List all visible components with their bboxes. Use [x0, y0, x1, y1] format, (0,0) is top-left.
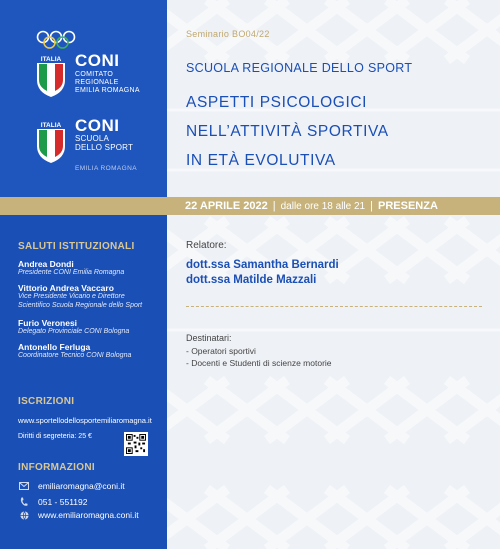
event-details: [167, 197, 500, 215]
person-name: Antonello Ferluga: [18, 342, 91, 352]
title-line: ASPETTI PSICOLOGICI: [186, 94, 368, 111]
audience-item: - Docenti e Studenti di scienze motorie: [186, 358, 332, 368]
title-line: NELL’ATTIVITÀ SPORTIVA: [186, 123, 389, 140]
speaker-name: dott.ssa Matilde Mazzali: [186, 274, 317, 286]
email-text: emiliaromagna@coni.it: [38, 481, 125, 491]
audience-item: - Operatori sportivi: [186, 346, 256, 356]
coni-wordmark: CONI: [75, 116, 120, 135]
mail-icon: [18, 480, 30, 492]
separator: |: [370, 200, 373, 212]
olympic-rings-icon: [36, 30, 76, 50]
registration-link[interactable]: www.sportellodellosportemiliaromagna.it: [18, 416, 152, 425]
relatore-label: Relatore:: [186, 240, 227, 251]
seminario-code: Seminario BO04/22: [186, 29, 270, 39]
event-mode: PRESENZA: [377, 200, 438, 212]
contact-phone[interactable]: [18, 496, 87, 508]
person-role: Delegato Provinciale CONI Bologna: [18, 328, 130, 335]
person-role: Presidente CONI Emilia Romagna: [18, 269, 125, 276]
italia-label: ITALIA: [40, 56, 62, 63]
person-name: Furio Veronesi: [18, 318, 78, 328]
phone-text: 051 - 551192: [38, 497, 88, 507]
dashed-divider: [186, 306, 482, 307]
informazioni-heading: INFORMAZIONI: [18, 462, 95, 473]
website-text: www.emiliaromagna.coni.it: [38, 510, 139, 520]
person-role: Coordinatore Tecnico CONI Bologna: [18, 352, 132, 359]
italia-shield-icon: [36, 52, 66, 98]
event-time: dalle ore 18 alle 21: [280, 201, 366, 212]
region-label: EMILIA ROMAGNA: [75, 165, 137, 172]
comitato-regionale-label: COMITATO REGIONALE EMILIA ROMAGNA: [75, 71, 140, 94]
speaker-name: dott.ssa Samantha Bernardi: [186, 259, 339, 271]
iscrizioni-heading: ISCRIZIONI: [18, 396, 75, 407]
person-role: Scientifico Scuola Regionale dello Sport: [18, 301, 143, 309]
fee-text: Diritti di segreteria: 25 €: [18, 433, 92, 440]
italia-shield-icon: [36, 118, 66, 164]
scuola-dello-sport-label: SCUOLA DELLO SPORT: [75, 134, 134, 152]
person-entry: [18, 342, 131, 361]
person-role: Vice Presidente Vicario e Direttore: [18, 293, 125, 300]
person-entry: [18, 318, 129, 337]
qr-code-icon[interactable]: [124, 432, 148, 456]
person-entry: [18, 283, 142, 310]
title-line: IN ETÀ EVOLUTIVA: [186, 152, 336, 169]
italia-label: ITALIA: [40, 122, 62, 129]
contact-website[interactable]: [18, 509, 139, 521]
separator: |: [272, 200, 276, 212]
destinatari-label: Destinatari:: [186, 333, 232, 343]
phone-icon: [18, 496, 30, 508]
school-name: SCUOLA REGIONALE DELLO SPORT: [186, 61, 413, 75]
person-name: Vittorio Andrea Vaccaro: [18, 283, 114, 293]
event-date: 22 APRILE 2022: [185, 200, 268, 212]
person-entry: [18, 259, 124, 278]
globe-icon: [18, 509, 30, 521]
person-name: Andrea Dondi: [18, 259, 74, 269]
qr-code-graphic: [126, 434, 146, 454]
saluti-heading: SALUTI ISTITUZIONALI: [18, 241, 135, 252]
contact-email[interactable]: [18, 480, 125, 492]
coni-wordmark: CONI: [75, 51, 120, 70]
